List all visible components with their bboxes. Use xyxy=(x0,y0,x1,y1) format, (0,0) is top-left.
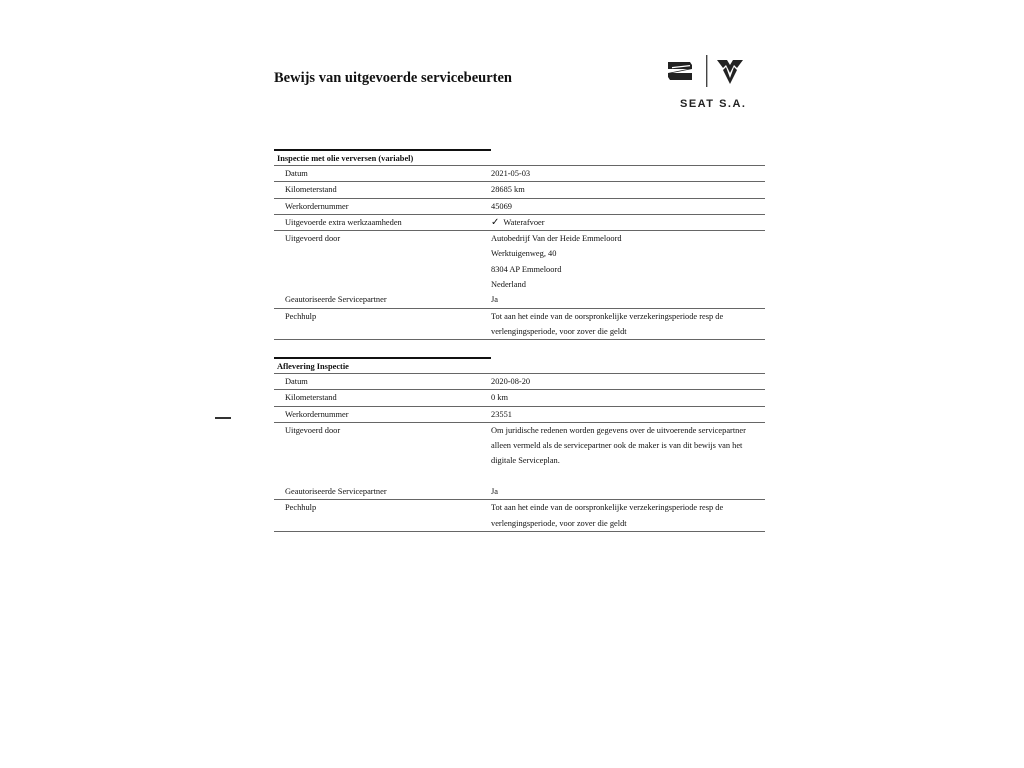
row-value xyxy=(491,500,765,531)
row-label: Werkordernummer xyxy=(285,409,349,419)
value-text: digitale Serviceplan. xyxy=(491,456,560,466)
value-text: verlengingsperiode, voor zover die geldt xyxy=(491,326,627,336)
value-text: Tot aan het einde van de oorspronkelijke verzekeringsperiode resp de xyxy=(491,503,724,513)
value-line xyxy=(491,292,765,307)
table-row xyxy=(274,292,765,308)
brand-logos xyxy=(668,54,746,88)
value-text: 28685 km xyxy=(491,185,525,195)
cupra-logo xyxy=(717,60,743,84)
value-line xyxy=(491,277,765,292)
row-label: Uitgevoerde extra werkzaamheden xyxy=(285,217,402,227)
section-title: Aflevering Inspectie xyxy=(274,359,765,374)
row-label: Uitgevoerd door xyxy=(285,234,341,244)
value-text: verlengingsperiode, voor zover die geldt xyxy=(491,518,627,528)
table-row xyxy=(274,390,765,406)
section-title: Inspectie met olie verversen (variabel) xyxy=(274,151,765,166)
row-value xyxy=(491,166,765,181)
table-row xyxy=(274,199,765,215)
table-row xyxy=(274,374,765,390)
value-text: 2020-08-20 xyxy=(491,377,531,386)
value-text: 8304 AP Emmeloord xyxy=(491,264,562,274)
page-title: Bewijs van uitgevoerde servicebeurten xyxy=(274,70,512,86)
value-line xyxy=(491,166,765,181)
table-row xyxy=(274,231,765,292)
value-line xyxy=(491,262,765,277)
value-line xyxy=(491,390,765,405)
row-value xyxy=(491,423,765,484)
value-text: Werktuigenweg, 40 xyxy=(491,249,557,259)
value-text: Autobedrijf Van der Heide Emmeloord xyxy=(491,234,622,244)
spacer xyxy=(491,469,765,484)
value-text: Ja xyxy=(491,295,498,305)
table-row xyxy=(274,182,765,198)
value-text: 2021-05-03 xyxy=(491,169,531,178)
value-text: Om juridische redenen worden gegevens over de uitvoerende servicepartner xyxy=(491,425,746,435)
table-row xyxy=(274,484,765,500)
row-label: Geautoriseerde Servicepartner xyxy=(285,487,387,497)
value-line xyxy=(491,438,765,453)
value-line xyxy=(491,500,765,515)
value-line xyxy=(491,309,765,324)
value-line xyxy=(491,246,765,261)
row-value xyxy=(491,292,765,307)
table-row xyxy=(274,215,765,231)
table-row xyxy=(274,423,765,484)
row-label: Werkordernummer xyxy=(285,201,349,211)
seat-logo xyxy=(668,62,692,80)
service-section xyxy=(274,357,765,532)
value-text: 0 km xyxy=(491,393,508,403)
value-line xyxy=(491,215,765,230)
value-line xyxy=(491,423,765,438)
table-row xyxy=(274,407,765,423)
row-value xyxy=(491,309,765,340)
company-name: SEAT S.A. xyxy=(680,98,747,110)
checkmark-icon: ✓ xyxy=(491,216,500,228)
value-text: Nederland xyxy=(491,280,526,290)
row-value xyxy=(491,390,765,405)
row-label: Uitgevoerd door xyxy=(285,425,341,435)
row-value xyxy=(491,182,765,197)
row-label: Datum xyxy=(285,377,308,386)
table-row xyxy=(274,166,765,182)
value-text: alleen vermeld als de servicepartner ook de maker is van dit bewijs van het xyxy=(491,441,743,451)
value-line xyxy=(491,407,765,422)
row-value xyxy=(491,231,765,292)
value-line xyxy=(491,484,765,499)
row-value xyxy=(491,484,765,499)
row-label: Datum xyxy=(285,169,308,178)
row-value xyxy=(491,215,765,230)
row-label: Pechhulp xyxy=(285,311,317,321)
row-label: Kilometerstand xyxy=(285,185,337,195)
value-line xyxy=(491,324,765,339)
row-value xyxy=(491,407,765,422)
value-line xyxy=(491,374,765,389)
margin-mark xyxy=(215,417,231,419)
value-text: 45069 xyxy=(491,201,512,211)
row-label: Kilometerstand xyxy=(285,393,337,403)
logo-divider xyxy=(706,55,707,87)
row-value xyxy=(491,374,765,389)
value-text: 23551 xyxy=(491,409,512,419)
value-line xyxy=(491,182,765,197)
value-text: Waterafvoer xyxy=(503,217,545,227)
value-line xyxy=(491,516,765,531)
value-line xyxy=(491,453,765,468)
value-text: Ja xyxy=(491,487,498,497)
row-label: Pechhulp xyxy=(285,503,317,513)
table-row xyxy=(274,309,765,341)
row-label: Geautoriseerde Servicepartner xyxy=(285,295,387,305)
value-line xyxy=(491,231,765,246)
value-line xyxy=(491,199,765,214)
table-row xyxy=(274,500,765,532)
service-section xyxy=(274,149,765,340)
value-text: Tot aan het einde van de oorspronkelijke verzekeringsperiode resp de xyxy=(491,311,724,321)
row-value xyxy=(491,199,765,214)
